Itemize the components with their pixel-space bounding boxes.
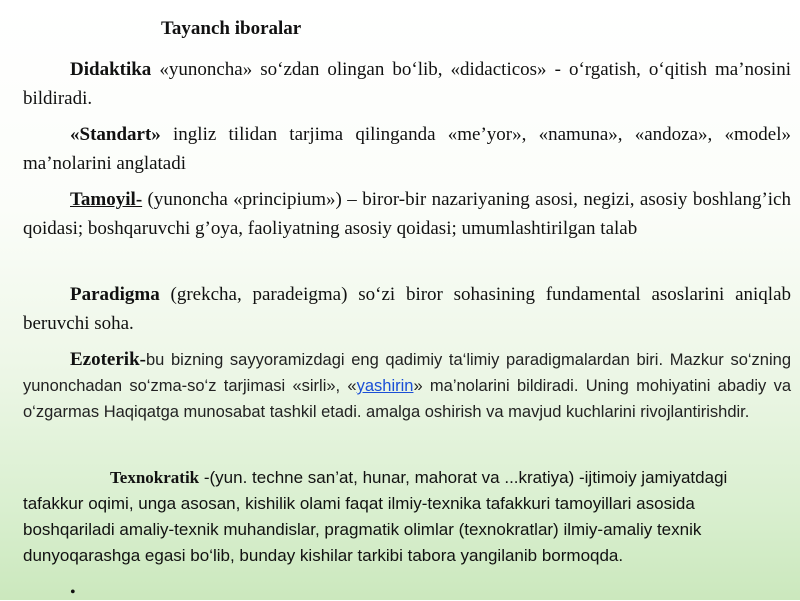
paragraph-standart	[23, 120, 791, 178]
paragraph-ezoterik	[23, 347, 791, 425]
term-paradigma: Paradigma	[70, 284, 160, 305]
term-standart: «Standart»	[70, 124, 161, 145]
page-title: Tayanch iboralar	[161, 18, 302, 39]
definition-ezoterik-end: » ma’nolarini bildiradi. Uning mohiyatini abadiy va o‘zgarmas Haqiqatga munosabat tashkil etadi. amalga oshirish va mavjud kuchlarini rivojlantirishdir.	[23, 377, 791, 421]
definition-didaktika: «yunoncha» so‘zdan olingan bo‘lib, «didacticos» - o‘rgatish, o‘qitish ma’nosini bildiradi.	[23, 59, 791, 109]
paragraph-didaktika	[23, 55, 791, 113]
paragraph-texnokratik	[23, 465, 791, 569]
term-texnokratik: Texnokratik	[110, 468, 200, 487]
term-didaktika: Didaktika	[70, 59, 152, 80]
definition-texnokratik: -(yun. techne san’at, hunar, mahorat va ...kratiya) -ijtimoiy jamiyatdagi tafakkur oqimi, unga asosan, kishilik olami faqat ilmiy-texnika tafakkuri tamoyillari asosida boshqariladi amaliy-texnik muhandislar, pragmatik olimlar (texnokratlar) ilmiy-amaliy texnik dunyoqarashga egasi bo‘lib, bunday kishilar tarkibi tabora yangilanib bormoqda.	[23, 468, 728, 565]
term-tamoyil: Tamoyil-	[70, 189, 143, 210]
paragraph-tamoyil	[23, 185, 791, 243]
bullet-point: •	[70, 584, 76, 601]
definition-paradigma: (grekcha, paradeigma) so‘zi biror sohasining fundamental asoslarini aniqlab beruvchi soha.	[23, 284, 791, 334]
definition-ezoterik-start: bu bizning sayyoramizdagi eng qadimiy ta‘limiy paradigmalardan biri. Mazkur so‘zning yunonchadan so‘zma-so‘z tarjimasi «sirli», «	[23, 351, 791, 395]
definition-standart: ingliz tilidan tarjima qilinganda «me’yor», «namuna», «andoza», «model» ma’nolarini anglatadi	[23, 124, 791, 174]
definition-tamoyil: (yunoncha «principium») – biror-bir nazariyaning asosi, negizi, asosiy boshlang’ich qoidasi; boshqaruvchi g’oya, faoliyatning asosiy qoidasi; umumlashtirilgan talab	[23, 189, 791, 239]
term-ezoterik: Ezoterik-	[70, 349, 146, 370]
paragraph-paradigma	[23, 280, 791, 338]
yashirin-link[interactable]: yashirin	[356, 377, 414, 395]
